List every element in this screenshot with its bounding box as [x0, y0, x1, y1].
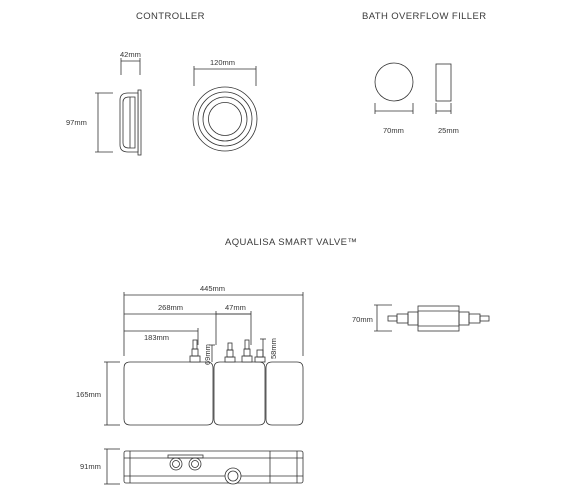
controller-front-view: [193, 66, 257, 151]
controller-side-view: [95, 58, 141, 155]
controller-heading: CONTROLLER: [136, 11, 205, 22]
valve-outlet-height-2-label: 58mm: [269, 338, 278, 359]
bath-overflow-filler-heading: BATH OVERFLOW FILLER: [362, 11, 487, 22]
valve-depth-view: [124, 451, 303, 484]
valve-width-label: 445mm: [200, 284, 226, 293]
valve-height-label: 165mm: [76, 390, 102, 399]
filler-diameter-label: 70mm: [383, 126, 404, 135]
controller-diameter-label: 120mm: [210, 58, 236, 67]
filler-depth-label: 25mm: [438, 126, 459, 135]
valve-outlet-height-1-label: 69mm: [203, 344, 212, 365]
controller-depth-label: 42mm: [120, 50, 141, 59]
valve-dimension-lines: [104, 292, 392, 484]
valve-side-view: [388, 306, 489, 331]
valve-outlet-spacing-label: 47mm: [225, 303, 246, 312]
valve-depth-label: 91mm: [80, 462, 101, 471]
valve-inlet-offset-2-label: 183mm: [144, 333, 170, 342]
valve-inlet-offset-1-label: 268mm: [158, 303, 184, 312]
controller-height-label: 97mm: [66, 118, 87, 127]
smart-valve-heading: AQUALISA SMART VALVE™: [225, 237, 358, 248]
valve-side-height-label: 70mm: [352, 315, 373, 324]
overflow-filler-side-view: [436, 64, 451, 114]
overflow-filler-front-view: [375, 63, 413, 114]
